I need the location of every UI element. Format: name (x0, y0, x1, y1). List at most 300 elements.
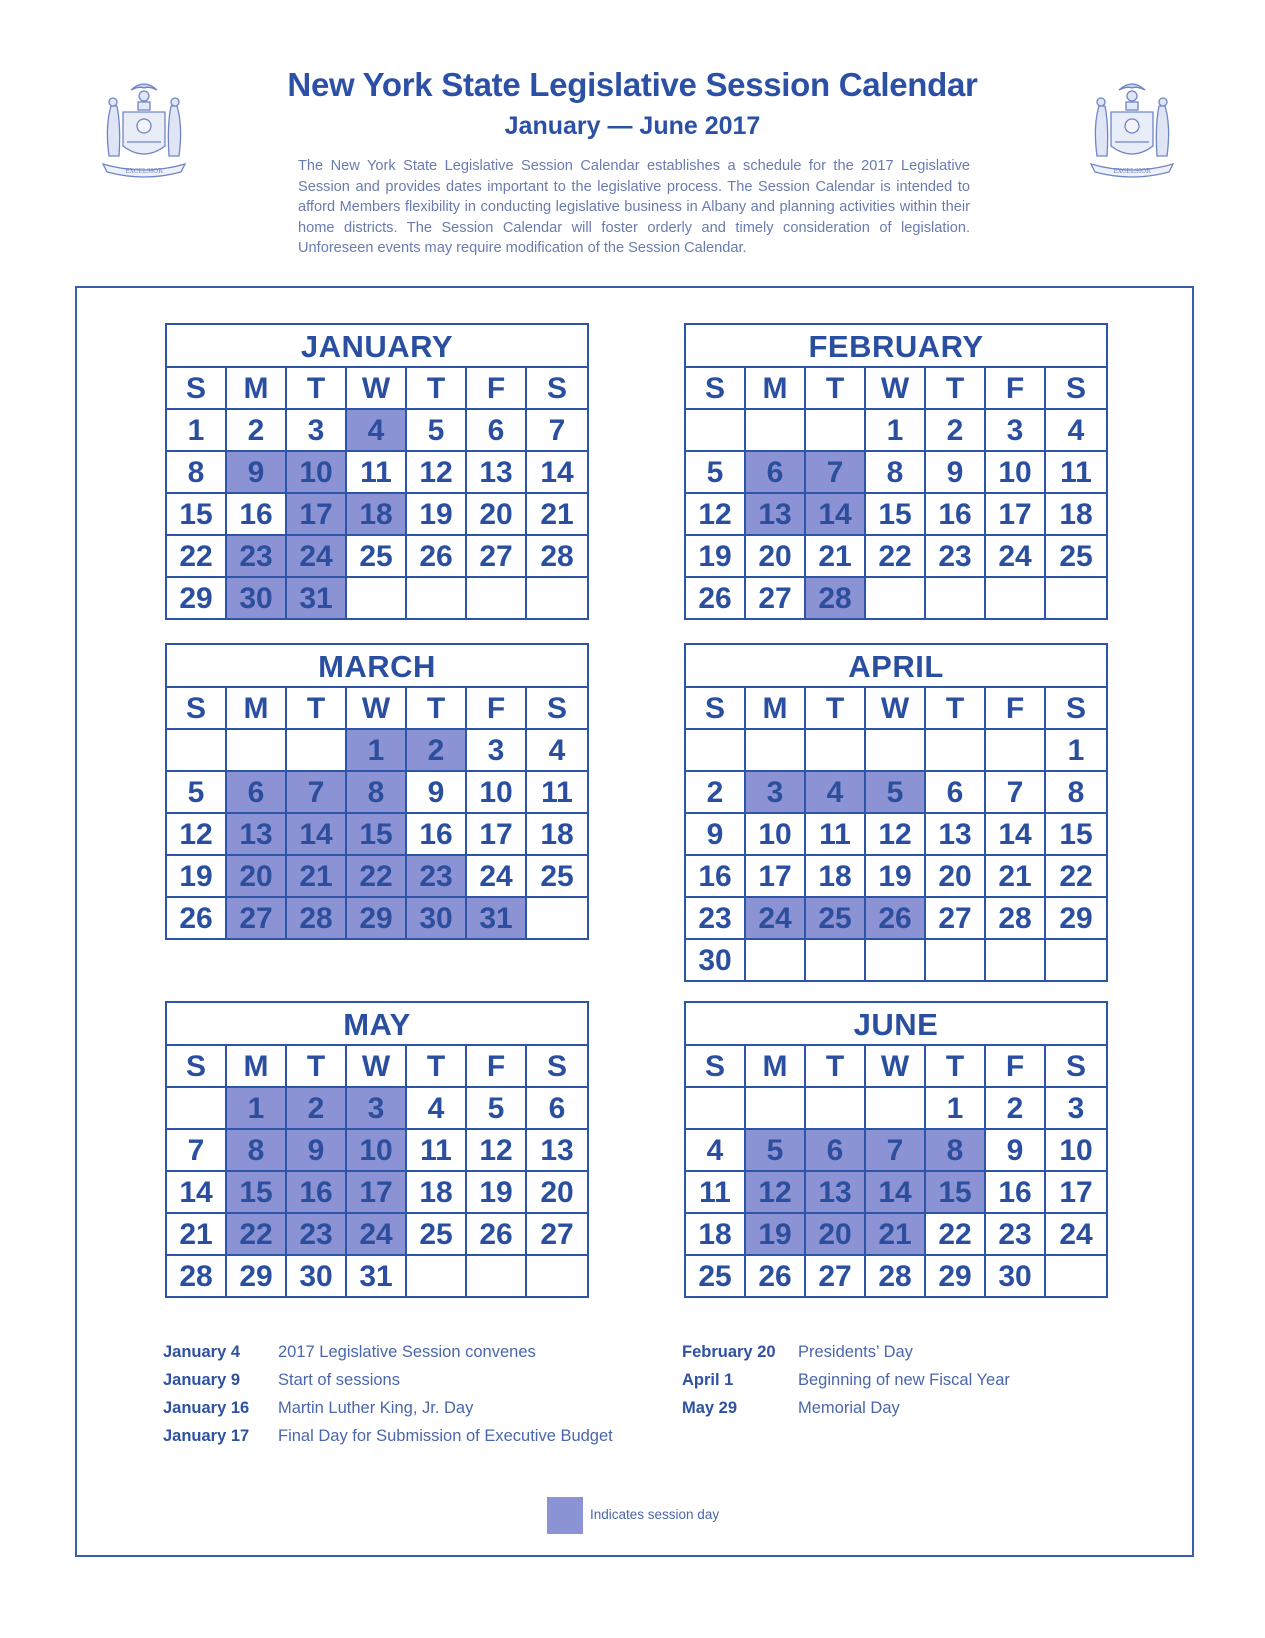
day-cell: 2 (986, 1088, 1046, 1130)
day-cell: 11 (347, 452, 407, 494)
month-grid (167, 1046, 587, 1296)
day-cell: 9 (686, 814, 746, 856)
empty-day-cell (746, 1088, 806, 1130)
session-day-cell: 30 (227, 578, 287, 618)
day-cell: 6 (926, 772, 986, 814)
empty-day-cell (167, 1088, 227, 1130)
day-cell: 18 (1046, 494, 1106, 536)
day-cell: 24 (986, 536, 1046, 578)
page-subtitle: January — June 2017 (504, 112, 761, 140)
session-day-cell: 12 (746, 1172, 806, 1214)
session-day-cell: 6 (227, 772, 287, 814)
session-day-cell: 13 (746, 494, 806, 536)
day-cell: 5 (467, 1088, 527, 1130)
empty-day-cell (926, 578, 986, 618)
empty-day-cell (407, 578, 467, 618)
weekday-header: S (686, 368, 746, 410)
weekday-header: T (806, 368, 866, 410)
day-cell: 10 (746, 814, 806, 856)
session-day-cell: 2 (407, 730, 467, 772)
day-cell: 18 (527, 814, 587, 856)
day-cell: 27 (527, 1214, 587, 1256)
session-day-cell: 22 (227, 1214, 287, 1256)
empty-day-cell (746, 410, 806, 452)
empty-day-cell (347, 578, 407, 618)
weekday-header: F (986, 688, 1046, 730)
day-cell: 14 (527, 452, 587, 494)
weekday-header: T (806, 688, 866, 730)
session-day-cell: 21 (287, 856, 347, 898)
day-cell: 12 (407, 452, 467, 494)
day-cell: 14 (986, 814, 1046, 856)
day-cell: 15 (1046, 814, 1106, 856)
weekday-header: T (287, 688, 347, 730)
session-day-cell: 30 (407, 898, 467, 938)
empty-day-cell (227, 730, 287, 772)
weekday-header: S (527, 688, 587, 730)
weekday-header: F (467, 1046, 527, 1088)
day-cell: 4 (407, 1088, 467, 1130)
key-date-row (163, 1394, 613, 1422)
day-cell: 27 (926, 898, 986, 940)
day-cell: 30 (287, 1256, 347, 1296)
day-cell: 29 (167, 578, 227, 618)
weekday-header: S (1046, 1046, 1106, 1088)
day-cell: 7 (167, 1130, 227, 1172)
session-day-legend-swatch (547, 1497, 583, 1534)
day-cell: 13 (467, 452, 527, 494)
day-cell: 25 (527, 856, 587, 898)
day-cell: 17 (467, 814, 527, 856)
session-day-cell: 23 (287, 1214, 347, 1256)
day-cell: 27 (806, 1256, 866, 1296)
empty-day-cell (866, 730, 926, 772)
weekday-header: M (227, 1046, 287, 1088)
session-day-cell: 8 (347, 772, 407, 814)
day-cell: 23 (686, 898, 746, 940)
svg-text:EXCELSIOR: EXCELSIOR (1113, 168, 1151, 175)
day-cell: 10 (986, 452, 1046, 494)
empty-day-cell (287, 730, 347, 772)
session-day-cell: 10 (287, 452, 347, 494)
day-cell: 16 (686, 856, 746, 898)
key-date: January 17 (163, 1427, 250, 1445)
month-march (165, 643, 589, 940)
day-cell: 11 (527, 772, 587, 814)
day-cell: 14 (167, 1172, 227, 1214)
month-february (684, 323, 1108, 620)
weekday-header: T (407, 688, 467, 730)
day-cell: 17 (986, 494, 1046, 536)
session-day-cell: 6 (806, 1130, 866, 1172)
key-date-description: Presidents’ Day (798, 1343, 913, 1361)
session-day-cell: 8 (227, 1130, 287, 1172)
weekday-header: M (227, 688, 287, 730)
day-cell: 31 (347, 1256, 407, 1296)
month-title: APRIL (686, 645, 1106, 688)
intro-paragraph: The New York State Legislative Session Calendar establishes a schedule for the 2017 Legislative Session and provides dates important to the legislative process. The Session Calendar is intended to afford Members flexibility in conducting legislative business in Albany and planning activities within their home districts. The Session Calendar will foster orderly and timely consideration of legislation. Unforeseen events may require modification of the Session Calendar. (298, 158, 970, 257)
day-cell: 11 (1046, 452, 1106, 494)
weekday-header: S (1046, 688, 1106, 730)
empty-day-cell (1046, 940, 1106, 980)
day-cell: 1 (866, 410, 926, 452)
session-day-cell: 13 (227, 814, 287, 856)
day-cell: 22 (167, 536, 227, 578)
session-day-cell: 14 (866, 1172, 926, 1214)
empty-day-cell (806, 730, 866, 772)
month-grid (167, 688, 587, 938)
empty-day-cell (926, 940, 986, 980)
weekday-header: S (1046, 368, 1106, 410)
key-date-description: Start of sessions (278, 1371, 400, 1389)
day-cell: 11 (806, 814, 866, 856)
session-day-cell: 7 (866, 1130, 926, 1172)
day-cell: 4 (686, 1130, 746, 1172)
empty-day-cell (806, 410, 866, 452)
day-cell: 22 (866, 536, 926, 578)
session-day-cell: 10 (347, 1130, 407, 1172)
session-day-cell: 24 (746, 898, 806, 940)
weekday-header: S (167, 1046, 227, 1088)
month-grid (686, 1046, 1106, 1296)
day-cell: 4 (527, 730, 587, 772)
session-day-cell: 6 (746, 452, 806, 494)
session-day-cell: 22 (347, 856, 407, 898)
empty-day-cell (686, 1088, 746, 1130)
weekday-header: S (686, 688, 746, 730)
key-date: January 4 (163, 1343, 241, 1361)
day-cell: 7 (986, 772, 1046, 814)
day-cell: 6 (467, 410, 527, 452)
day-cell: 9 (986, 1130, 1046, 1172)
day-cell: 20 (746, 536, 806, 578)
session-day-cell: 24 (287, 536, 347, 578)
session-day-cell: 20 (227, 856, 287, 898)
weekday-header: W (347, 688, 407, 730)
day-cell: 28 (986, 898, 1046, 940)
day-cell: 23 (926, 536, 986, 578)
session-day-cell: 9 (227, 452, 287, 494)
session-day-cell: 21 (866, 1214, 926, 1256)
day-cell: 2 (926, 410, 986, 452)
session-day-cell: 26 (866, 898, 926, 940)
empty-day-cell (527, 898, 587, 938)
day-cell: 28 (527, 536, 587, 578)
month-grid (167, 368, 587, 618)
weekday-header: W (347, 368, 407, 410)
weekday-header: T (407, 368, 467, 410)
month-grid (686, 368, 1106, 618)
day-cell: 26 (467, 1214, 527, 1256)
day-cell: 19 (866, 856, 926, 898)
day-cell: 15 (167, 494, 227, 536)
empty-day-cell (467, 578, 527, 618)
empty-day-cell (527, 1256, 587, 1296)
session-day-cell: 3 (746, 772, 806, 814)
day-cell: 18 (686, 1214, 746, 1256)
session-day-cell: 24 (347, 1214, 407, 1256)
weekday-header: M (746, 368, 806, 410)
key-date-row (682, 1394, 1010, 1422)
day-cell: 25 (407, 1214, 467, 1256)
day-cell: 1 (1046, 730, 1106, 772)
session-day-cell: 16 (287, 1172, 347, 1214)
weekday-header: T (926, 368, 986, 410)
day-cell: 30 (986, 1256, 1046, 1296)
day-cell: 26 (407, 536, 467, 578)
weekday-header: T (926, 1046, 986, 1088)
day-cell: 19 (167, 856, 227, 898)
session-day-cell: 18 (347, 494, 407, 536)
session-day-cell: 5 (866, 772, 926, 814)
weekday-header: F (986, 1046, 1046, 1088)
weekday-header: S (167, 688, 227, 730)
empty-day-cell (407, 1256, 467, 1296)
weekday-header: S (527, 1046, 587, 1088)
day-cell: 3 (467, 730, 527, 772)
day-cell: 21 (806, 536, 866, 578)
empty-day-cell (866, 1088, 926, 1130)
session-day-cell: 20 (806, 1214, 866, 1256)
day-cell: 3 (1046, 1088, 1106, 1130)
key-date: February 20 (682, 1343, 776, 1361)
session-day-cell: 23 (227, 536, 287, 578)
key-date: January 16 (163, 1399, 250, 1417)
session-day-cell: 31 (287, 578, 347, 618)
empty-day-cell (686, 730, 746, 772)
session-day-cell: 4 (347, 410, 407, 452)
session-day-cell: 19 (746, 1214, 806, 1256)
session-day-cell: 14 (287, 814, 347, 856)
empty-day-cell (746, 730, 806, 772)
weekday-header: F (986, 368, 1046, 410)
day-cell: 19 (686, 536, 746, 578)
day-cell: 3 (287, 410, 347, 452)
day-cell: 27 (746, 578, 806, 618)
day-cell: 26 (167, 898, 227, 938)
day-cell: 1 (926, 1088, 986, 1130)
key-date-description: Final Day for Submission of Executive Budget (278, 1427, 613, 1445)
day-cell: 16 (407, 814, 467, 856)
session-day-cell: 4 (806, 772, 866, 814)
day-cell: 25 (1046, 536, 1106, 578)
session-day-cell: 8 (926, 1130, 986, 1172)
session-day-cell: 7 (806, 452, 866, 494)
weekday-header: S (527, 368, 587, 410)
month-june (684, 1001, 1108, 1298)
day-cell: 30 (686, 940, 746, 980)
day-cell: 25 (347, 536, 407, 578)
day-cell: 20 (926, 856, 986, 898)
day-cell: 5 (407, 410, 467, 452)
weekday-header: M (227, 368, 287, 410)
key-date-row (163, 1422, 613, 1450)
day-cell: 22 (926, 1214, 986, 1256)
key-date-row (163, 1366, 613, 1394)
day-cell: 17 (1046, 1172, 1106, 1214)
empty-day-cell (806, 1088, 866, 1130)
day-cell: 16 (227, 494, 287, 536)
day-cell: 13 (926, 814, 986, 856)
session-day-cell: 7 (287, 772, 347, 814)
day-cell: 12 (686, 494, 746, 536)
empty-day-cell (986, 940, 1046, 980)
day-cell: 6 (527, 1088, 587, 1130)
day-cell: 22 (1046, 856, 1106, 898)
weekday-header: W (866, 1046, 926, 1088)
day-cell: 5 (686, 452, 746, 494)
month-grid (686, 688, 1106, 980)
session-day-legend-label: Indicates session day (590, 1507, 720, 1522)
session-day-cell: 25 (806, 898, 866, 940)
weekday-header: W (347, 1046, 407, 1088)
session-day-cell: 2 (287, 1088, 347, 1130)
day-cell: 26 (746, 1256, 806, 1296)
month-title: MAY (167, 1003, 587, 1046)
empty-day-cell (986, 578, 1046, 618)
weekday-header: S (686, 1046, 746, 1088)
month-may (165, 1001, 589, 1298)
session-day-cell: 15 (227, 1172, 287, 1214)
day-cell: 23 (986, 1214, 1046, 1256)
weekday-header: S (167, 368, 227, 410)
day-cell: 8 (866, 452, 926, 494)
key-date-description: 2017 Legislative Session convenes (278, 1343, 536, 1361)
session-day-cell: 27 (227, 898, 287, 938)
day-cell: 12 (866, 814, 926, 856)
key-date-description: Memorial Day (798, 1399, 900, 1417)
day-cell: 27 (467, 536, 527, 578)
weekday-header: W (866, 688, 926, 730)
day-cell: 9 (926, 452, 986, 494)
month-title: FEBRUARY (686, 325, 1106, 368)
day-cell: 24 (1046, 1214, 1106, 1256)
day-cell: 5 (167, 772, 227, 814)
svg-text:EXCELSIOR: EXCELSIOR (125, 168, 163, 175)
session-day-cell: 1 (347, 730, 407, 772)
day-cell: 20 (467, 494, 527, 536)
key-date-description: Martin Luther King, Jr. Day (278, 1399, 474, 1417)
session-day-cell: 29 (347, 898, 407, 938)
day-cell: 7 (527, 410, 587, 452)
key-date: May 29 (682, 1399, 738, 1417)
page-title: New York State Legislative Session Calendar (287, 66, 978, 103)
day-cell: 19 (467, 1172, 527, 1214)
day-cell: 16 (926, 494, 986, 536)
month-january (165, 323, 589, 620)
month-title: MARCH (167, 645, 587, 688)
day-cell: 29 (227, 1256, 287, 1296)
day-cell: 12 (167, 814, 227, 856)
weekday-header: T (926, 688, 986, 730)
key-date-row (163, 1338, 613, 1366)
empty-day-cell (527, 578, 587, 618)
weekday-header: T (287, 368, 347, 410)
empty-day-cell (1046, 578, 1106, 618)
session-day-cell: 9 (287, 1130, 347, 1172)
weekday-header: T (806, 1046, 866, 1088)
weekday-header: T (407, 1046, 467, 1088)
key-date: April 1 (682, 1371, 734, 1389)
empty-day-cell (866, 940, 926, 980)
empty-day-cell (746, 940, 806, 980)
day-cell: 13 (527, 1130, 587, 1172)
day-cell: 9 (407, 772, 467, 814)
day-cell: 19 (407, 494, 467, 536)
weekday-header: M (746, 688, 806, 730)
day-cell: 1 (167, 410, 227, 452)
day-cell: 10 (467, 772, 527, 814)
empty-day-cell (986, 730, 1046, 772)
day-cell: 12 (467, 1130, 527, 1172)
month-april (684, 643, 1108, 982)
empty-day-cell (926, 730, 986, 772)
session-day-cell: 1 (227, 1088, 287, 1130)
empty-day-cell (167, 730, 227, 772)
empty-day-cell (467, 1256, 527, 1296)
day-cell: 8 (167, 452, 227, 494)
day-cell: 26 (686, 578, 746, 618)
day-cell: 15 (866, 494, 926, 536)
session-day-cell: 14 (806, 494, 866, 536)
session-day-cell: 17 (347, 1172, 407, 1214)
weekday-header: F (467, 688, 527, 730)
day-cell: 2 (227, 410, 287, 452)
session-day-cell: 17 (287, 494, 347, 536)
key-dates-left (163, 1338, 613, 1450)
session-day-cell: 5 (746, 1130, 806, 1172)
month-title: JANUARY (167, 325, 587, 368)
day-cell: 25 (686, 1256, 746, 1296)
empty-day-cell (806, 940, 866, 980)
day-cell: 28 (167, 1256, 227, 1296)
session-day-cell: 28 (287, 898, 347, 938)
day-cell: 21 (167, 1214, 227, 1256)
day-cell: 4 (1046, 410, 1106, 452)
session-day-cell: 15 (926, 1172, 986, 1214)
session-day-cell: 15 (347, 814, 407, 856)
session-day-cell: 31 (467, 898, 527, 938)
key-dates-right (682, 1338, 1010, 1422)
weekday-header: F (467, 368, 527, 410)
day-cell: 20 (527, 1172, 587, 1214)
day-cell: 29 (926, 1256, 986, 1296)
weekday-header: T (287, 1046, 347, 1088)
day-cell: 18 (407, 1172, 467, 1214)
day-cell: 29 (1046, 898, 1106, 940)
day-cell: 10 (1046, 1130, 1106, 1172)
day-cell: 8 (1046, 772, 1106, 814)
empty-day-cell (866, 578, 926, 618)
empty-day-cell (1046, 1256, 1106, 1296)
day-cell: 11 (407, 1130, 467, 1172)
weekday-header: W (866, 368, 926, 410)
key-date-description: Beginning of new Fiscal Year (798, 1371, 1010, 1389)
empty-day-cell (686, 410, 746, 452)
month-title: JUNE (686, 1003, 1106, 1046)
session-day-cell: 13 (806, 1172, 866, 1214)
key-date-row (682, 1366, 1010, 1394)
day-cell: 18 (806, 856, 866, 898)
day-cell: 11 (686, 1172, 746, 1214)
session-day-cell: 3 (347, 1088, 407, 1130)
day-cell: 21 (986, 856, 1046, 898)
session-day-cell: 23 (407, 856, 467, 898)
day-cell: 16 (986, 1172, 1046, 1214)
day-cell: 28 (866, 1256, 926, 1296)
day-cell: 2 (686, 772, 746, 814)
day-cell: 21 (527, 494, 587, 536)
